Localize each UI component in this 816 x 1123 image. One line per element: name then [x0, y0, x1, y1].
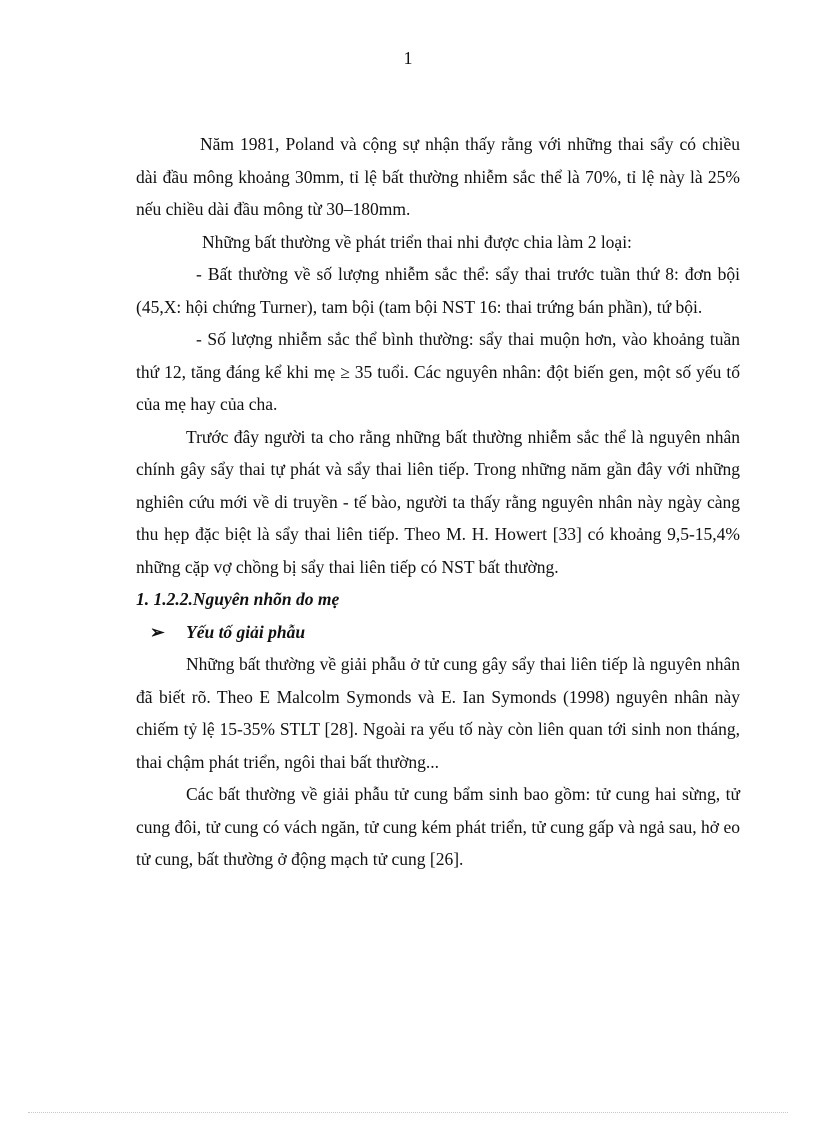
- arrow-bullet-icon: ➢: [150, 621, 165, 642]
- section-heading: 1. 1.2.2.Nguyên nhõn do mẹ: [136, 589, 340, 609]
- page-bottom-rule: [28, 1112, 788, 1113]
- paragraph-poland: Năm 1981, Poland và cộng sự nhận thấy rằng với những thai sẩy có chiều dài đầu mông khoảng 30mm, tỉ lệ bất thường nhiễm sắc thể là 70%, tỉ lệ này là 25% nếu chiều dài đầu mông từ 30–180mm.: [136, 134, 740, 219]
- paragraph-classification: Những bất thường về phát triển thai nhi được chia làm 2 loại:: [202, 231, 632, 252]
- paragraph-previous-belief: Trước đây người ta cho rằng những bất thường nhiễm sắc thể là nguyên nhân chính gây sẩy thai tự phát và sẩy thai liên tiếp. Trong những năm gần đây với những nghiên cứu mới về di truyền - tế bào, người ta thấy rằng nguyên nhân này ngày càng thu hẹp đặc biệt là sẩy thai liên tiếp. Theo M. H. Howert [33] có khoảng 9,5-15,4% những cặp vợ chồng bị sẩy thai liên tiếp có NST bất thường.: [136, 426, 740, 577]
- paragraph-congenital: Các bất thường về giải phẫu tử cung bẩm sinh bao gồm: tử cung hai sừng, tử cung đôi, tử cung có vách ngăn, tử cung kém phát triển, tử cung gấp và ngả sau, hở eo tử cung, bất thường ở động mạch tử cung [26].: [136, 784, 740, 869]
- bullet-heading: [136, 616, 740, 649]
- document-body: [136, 128, 740, 876]
- paragraph-anatomy: Những bất thường về giải phẫu ở tử cung gây sẩy thai liên tiếp là nguyên nhân đã biết rõ. Theo E Malcolm Symonds và E. Ian Symonds (1998) nguyên nhân này chiếm tỷ lệ 15-35% STLT [28]. Ngoài ra yếu tố này còn liên quan tới sinh non tháng, thai chậm phát triển, ngôi thai bất thường...: [136, 654, 740, 772]
- page-number: 1: [403, 48, 413, 68]
- bullet-heading-text: Yếu tố giải phẫu: [186, 621, 306, 642]
- paragraph-numeric-abnormality: - Bất thường về số lượng nhiễm sắc thể: sẩy thai trước tuần thứ 8: đơn bội (45,X: hội chứng Turner), tam bội (tam bội NST 16: thai trứng bán phần), tứ bội.: [136, 264, 740, 317]
- paragraph-normal-chromosome: - Số lượng nhiễm sắc thể bình thường: sẩy thai muộn hơn, vào khoảng tuần thứ 12, tăng đáng kể khi mẹ ≥ 35 tuổi. Các nguyên nhân: đột biến gen, một số yếu tố của mẹ hay của cha.: [136, 329, 740, 414]
